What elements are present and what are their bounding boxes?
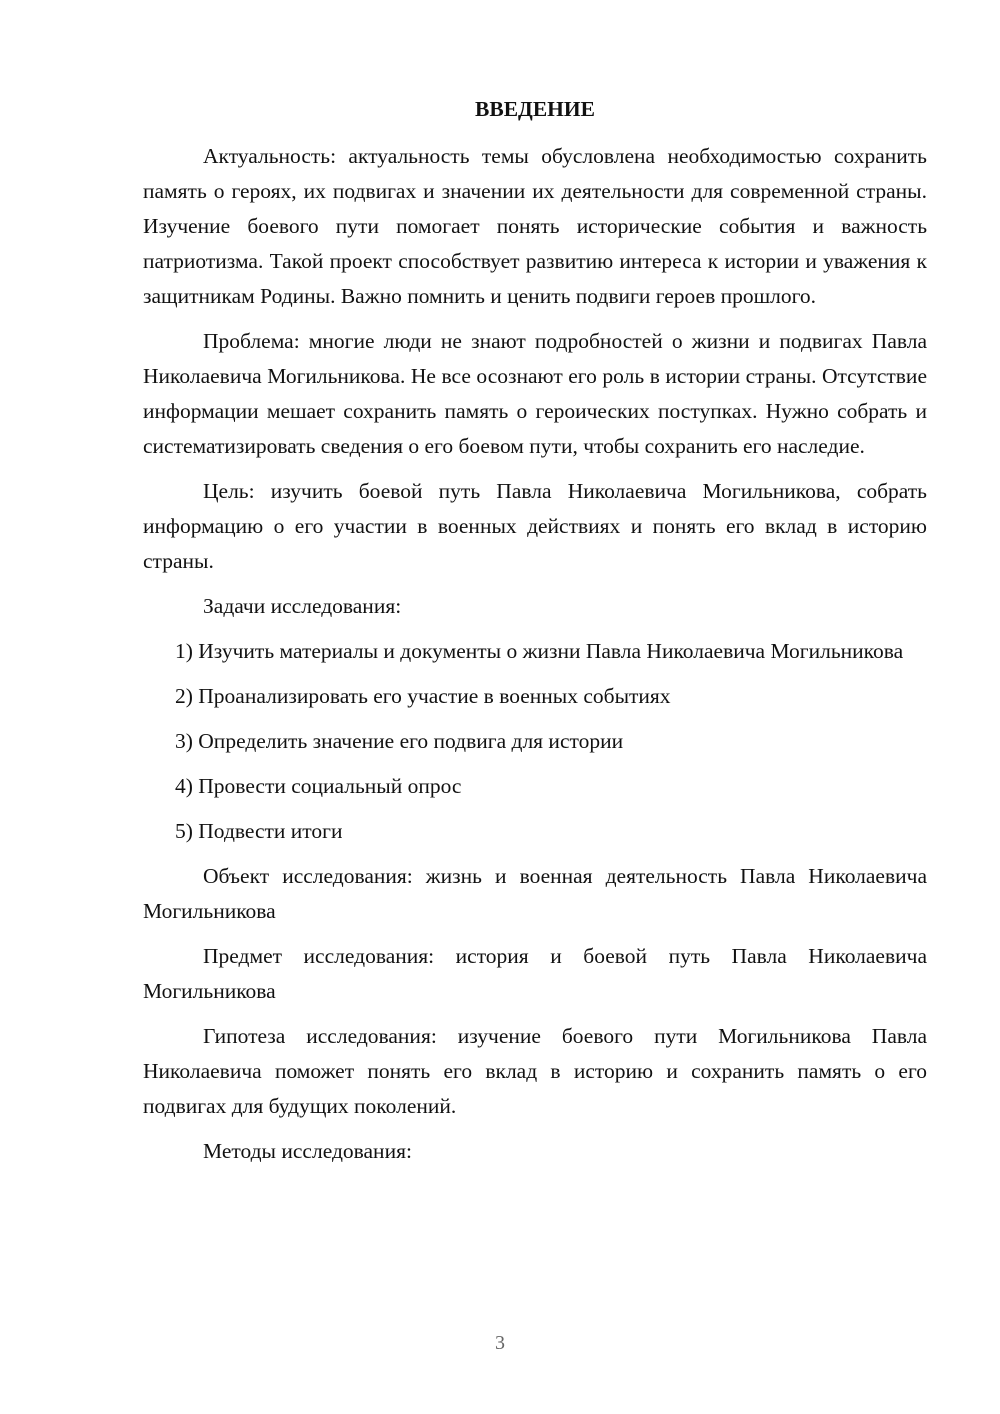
hypothesis-paragraph: Гипотеза исследования: изучение боевого пути Могильникова Павла Николаевича поможет понять его вклад в историю и сохранить память о его подвигах для будущих поколений. [143, 1024, 927, 1118]
task-item-5: 5) Подвести итоги [175, 819, 343, 843]
goal-paragraph: Цель: изучить боевой путь Павла Николаевича Могильникова, собрать информацию о его участии в военных действиях и понять его вклад в историю страны. [143, 479, 927, 573]
task-item-4: 4) Провести социальный опрос [175, 774, 462, 798]
task-item-2: 2) Проанализировать его участие в военных событиях [175, 684, 671, 708]
methods-title: Методы исследования: [203, 1139, 412, 1163]
subject-paragraph: Предмет исследования: история и боевой путь Павла Николаевича Могильникова [143, 944, 927, 1003]
task-item-3: 3) Определить значение его подвига для истории [175, 729, 624, 753]
page-number: 3 [495, 1332, 505, 1354]
tasks-title: Задачи исследования: [203, 594, 402, 618]
section-heading: ВВЕДЕНИЕ [475, 97, 595, 121]
page-content [143, 92, 927, 1179]
relevance-paragraph: Актуальность: актуальность темы обусловлена необходимостью сохранить память о героях, их подвигах и значении их деятельности для современной страны. Изучение боевого пути помогает понять исторические события и важность патриотизма. Такой проект способствует развитию интереса к истории и уважения к защитникам Родины. Важно помнить и ценить подвиги героев прошлого. [143, 144, 927, 308]
object-paragraph: Объект исследования: жизнь и военная деятельность Павла Николаевича Могильникова [143, 864, 927, 923]
task-item-1: 1) Изучить материалы и документы о жизни Павла Николаевича Могильникова [175, 639, 904, 663]
problem-paragraph: Проблема: многие люди не знают подробностей о жизни и подвигах Павла Николаевича Могильникова. Не все осознают его роль в истории страны. Отсутствие информации мешает сохранить память о героических поступках. Нужно собрать и систематизировать сведения о его боевом пути, чтобы сохранить его наследие. [143, 329, 927, 458]
